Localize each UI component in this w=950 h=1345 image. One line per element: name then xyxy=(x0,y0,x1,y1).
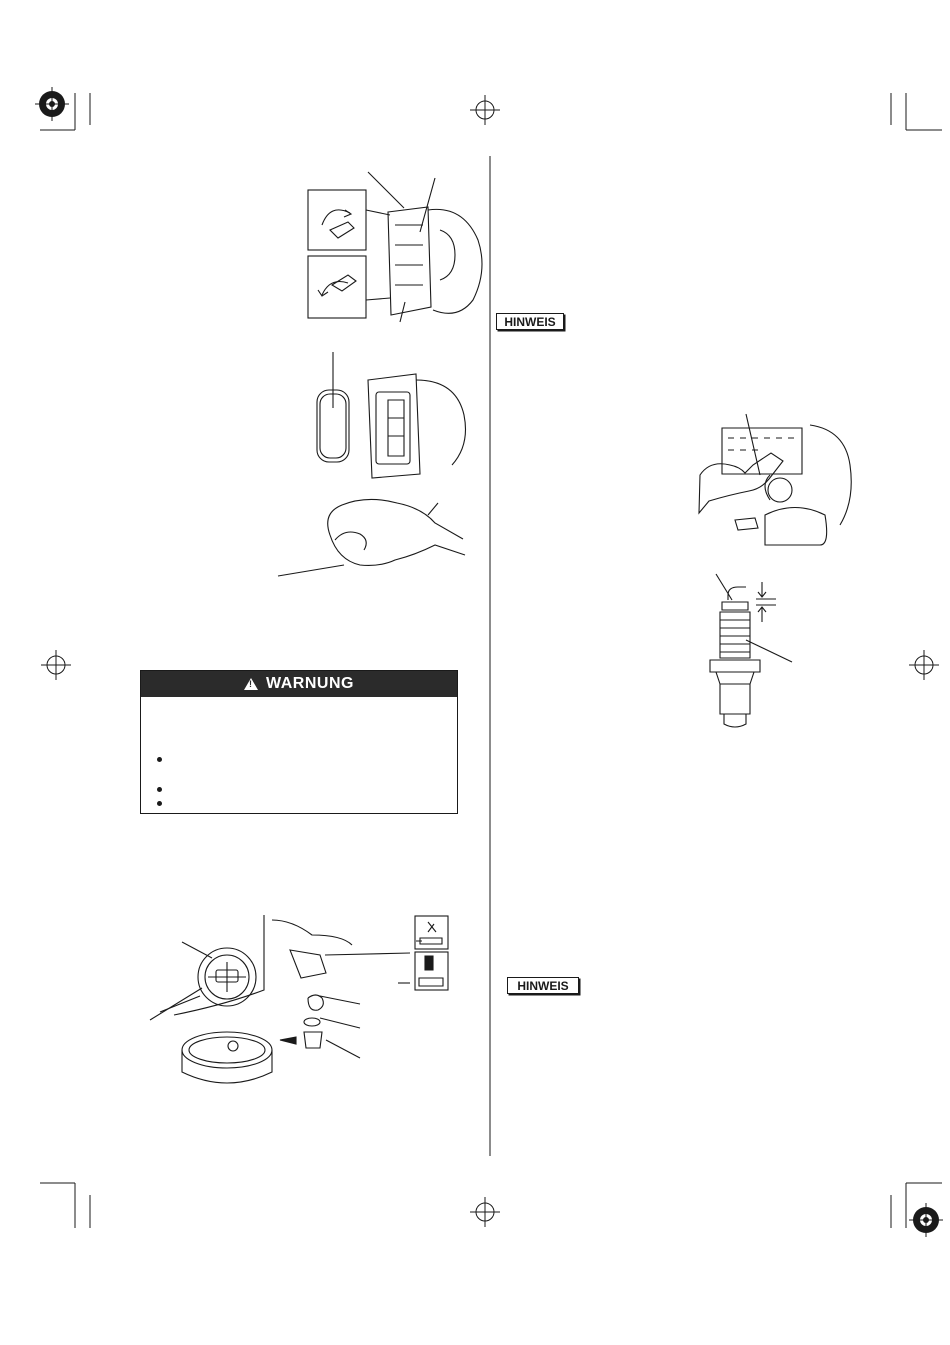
notice-label: HINWEIS xyxy=(496,313,564,330)
warning-bullet xyxy=(157,801,162,806)
starburst-target-mark xyxy=(35,87,943,1237)
warning-triangle-icon xyxy=(244,678,258,690)
air-filter-element-illustration xyxy=(317,352,466,478)
warning-title: WARNUNG xyxy=(266,675,354,692)
warning-box xyxy=(140,670,458,814)
warning-header xyxy=(141,671,457,697)
warning-bullet xyxy=(157,787,162,792)
air-filter-cover-illustration xyxy=(308,172,482,322)
warning-bullet xyxy=(157,757,162,762)
notice-label: HINWEIS xyxy=(507,977,579,994)
sediment-cup-illustration xyxy=(150,915,448,1083)
spark-plug-gap-illustration xyxy=(710,574,792,727)
spark-plug-wrench-illustration xyxy=(699,414,851,545)
hand-squeezing-illustration xyxy=(278,499,465,576)
